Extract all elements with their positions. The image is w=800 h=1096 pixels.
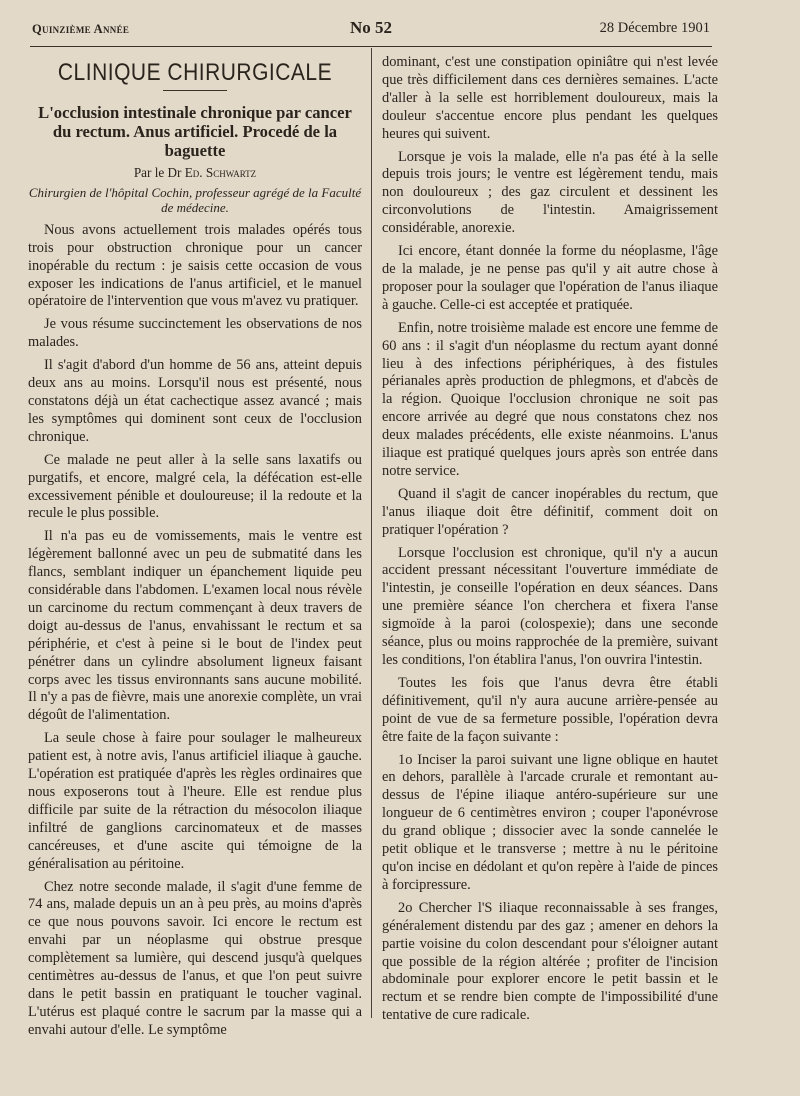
section-title: CLINIQUE CHIRURGICALE — [57, 59, 333, 86]
page-header — [32, 18, 710, 42]
paragraph: Il n'a pas eu de vomissements, mais le ventre est légèrement ballonné avec un peu de submatité dans les flancs, semblant indiquer un épanchement liquide peu considérable dans l'abdomen. L'examen local nous révèle un carcinome du rectum commençant à deux travers de doigt au-dessus de l'anus, envahissant le rectum et sa périphérie, et c'est à peine si le bout de l'index peut pénétrer dans un cylindre absolument ligneux faisant corps avec les tissus environnants sans aucune mobilité. Il n'y a pas de fièvre, mais une anorexie complète, un vrai dégoût de l'alimentation. — [28, 528, 362, 724]
left-column — [28, 54, 362, 1045]
right-column — [382, 54, 718, 1030]
author-affiliation: Chirurgien de l'hôpital Cochin, professeur agrégé de la Faculté de médecine. — [28, 184, 362, 216]
paragraph: Ce malade ne peut aller à la selle sans laxatifs ou purgatifs, et encore, malgré cela, la défécation est-elle excessivement pénible et douloureuse; il la redoute et la recule le plus possible. — [28, 451, 362, 522]
article-title: L'occlusion intestinale chronique par cancer du rectum. Anus artificiel. Procedé de la baguette — [38, 102, 352, 160]
paragraph: 2o Chercher l'S iliaque reconnaissable à ses franges, généralement distendu par des gaz ; amener en dehors la partie voisine du colon descendant pour s'éloigner autant que possible de la région altérée ; profiter de l'incision abdominale pour explorer encore le petit bassin et le rectum et se rendre bien compte de l'impossibilité d'une tentative de cure radicale. — [382, 899, 718, 1024]
column-divider — [371, 48, 372, 1018]
header-issue-number: No 52 — [350, 18, 393, 37]
paragraph: Lorsque je vois la malade, elle n'a pas été à la selle depuis trois jours; le ventre est légèrement tendu, mais non douloureux ; des gaz circulent et dessinent les circonvolutions de l'intestin. Amaigrissement considérable, anorexie. — [382, 148, 718, 237]
paragraph: Toutes les fois que l'anus devra être établi définitivement, qu'il n'y aura aucune arrière-pensée au point de vue de sa fermeture possible, l'opération devra être faite de la façon suivante : — [382, 674, 718, 745]
author-name: Ed. Schwartz — [184, 164, 257, 180]
paragraph: La seule chose à faire pour soulager le malheureux patient est, à notre avis, l'anus artificiel iliaque à gauche. L'opération est pratiquée d'après les règles ordinaires que nous exposerons tout à l'heure. Elle est rendue plus difficile par suite de la rétraction du mésocolon iliaque infiltré de ganglions carcinomateux et de masses cancéreuses, et d'une ascite qui témoigne de la généralisation au péritoine. — [28, 730, 362, 872]
header-year: Quinzième Année — [32, 22, 130, 36]
paragraph: Enfin, notre troisième malade est encore une femme de 60 ans : il s'agit d'un néoplasme du rectum ayant donné lieu à des infections périphériques, à des fistules périanales après production de phlegmons, et d'abcès de la région. Quoique l'occlusion chronique ne soit pas encore arrivée au degré que nous constatons chez nos deux malades précédents, elle existe néanmoins. L'anus iliaque est pratiqué quelques jours après son entrée dans notre service. — [382, 319, 718, 479]
paragraph-continued: dominant, c'est une constipation opiniâtre qui n'est levée que très difficilement dans ces dernières semaines. L'acte d'aller à la selle est horriblement douloureux, mais la douleur s'accentue encore plus pendant les quelques heures qui suivent. — [382, 54, 718, 142]
byline-prefix: Par le Dr — [133, 164, 182, 180]
header-rule — [30, 46, 712, 47]
paragraph: Il s'agit d'abord d'un homme de 56 ans, atteint depuis deux ans au moins. Lorsqu'il nous est présenté, nous constatons déjà un état cachectique assez avancé ; mais les symptômes qui dominent sont ceux de l'occlusion chronique. — [28, 357, 362, 445]
paragraph: Nous avons actuellement trois malades opérés tous trois pour obstruction chronique pour un cancer inopérable du rectum : je saisis cette occasion de vous exposer les indications de l'anus artificiel, et le manuel opératoire de l'intervention que vous m'avez vu pratiquer. — [28, 221, 362, 310]
article-byline — [28, 164, 362, 182]
header-date: 28 Décembre 1901 — [599, 20, 710, 36]
paragraph: Chez notre seconde malade, il s'agit d'une femme de 74 ans, malade depuis un an à peu près, au moins d'après ce que nous pouvons savoir. Ici encore le rectum est envahi par un néoplasme qui obstrue presque complètement sa lumière, qui descend jusqu'à quelques centimètres au-dessus de l'anus, et que l'on peut suivre dans le petit bassin en pratiquant le toucher vaginal. L'utérus est plaqué contre le sacrum par la masse qui a envahi autour d'elle. Le symptôme — [28, 878, 362, 1038]
paragraph: Je vous résume succinctement les observations de nos malades. — [28, 316, 362, 351]
paragraph: 1o Inciser la paroi suivant une ligne oblique en hautet en dehors, parallèle à l'arcade crurale et remontant au-dessus de l'épine iliaque antéro-supérieure sur une longueur de 6 centimètres environ ; couper l'aponévrose du grand oblique ; dissocier avec la sonde cannelée le petit oblique et le transverse ; mettre à nu le péritoine qu'on incise en dédolant et qu'on repère à l'aide de pinces à forcipressure. — [382, 751, 718, 893]
title-rule — [163, 90, 227, 91]
paragraph: Lorsque l'occlusion est chronique, qu'il n'y a aucun accident pressant nécessitant l'ouverture immédiate de l'intestin, je conseille l'opération en deux séances. Dans une première séance l'on cherchera et fixera l'anse sigmoïde à la paroi (colospexie); dans une seconde séance, plus ou moins rapprochée de la première, suivant les conditions, l'on établira l'anus, l'on ouvrira l'intestin. — [382, 544, 718, 668]
paragraph: Quand il s'agit de cancer inopérables du rectum, que l'anus iliaque doit être définitif, comment doit on pratiquer l'opération ? — [382, 485, 718, 538]
paragraph: Ici encore, étant donnée la forme du néoplasme, l'âge de la malade, je ne pense pas qu'il y ait autre chose à proposer pour la soulager que l'opération de l'anus iliaque à gauche. Celle-ci est acceptée et pratiquée. — [382, 243, 718, 313]
